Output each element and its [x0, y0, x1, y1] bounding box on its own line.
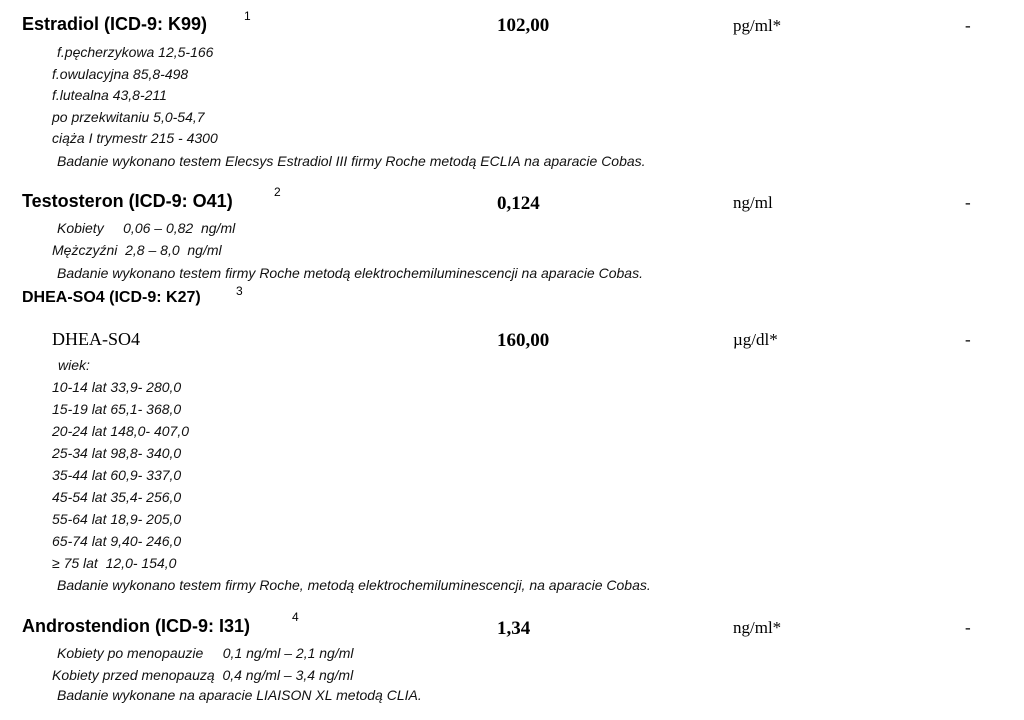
result-flag: - — [965, 16, 971, 35]
result-flag: - — [965, 330, 971, 349]
method-note: Badanie wykonano testem firmy Roche metodą elektrochemiluminescencji na aparacie Cobas. — [57, 265, 643, 281]
test-title: Androstendion (ICD-9: I31) — [22, 616, 250, 636]
result-unit: µg/dl* — [733, 330, 778, 349]
result-value: 160,00 — [497, 330, 550, 351]
reference-line: Kobiety 0,06 – 0,82 ng/ml — [57, 220, 236, 236]
reference-line: ciąża I trymestr 215 - 4300 — [52, 130, 218, 146]
reference-line: 55-64 lat 18,9- 205,0 — [52, 511, 182, 527]
footnote-marker: 3 — [236, 284, 243, 298]
reference-line: f.lutealna 43,8-211 — [52, 87, 167, 103]
result-value: 0,124 — [497, 193, 540, 214]
reference-line: 65-74 lat 9,40- 246,0 — [52, 533, 182, 549]
footnote-marker: 2 — [274, 185, 281, 199]
reference-line: f.owulacyjna 85,8-498 — [52, 65, 189, 82]
reference-line: 45-54 lat 35,4- 256,0 — [52, 489, 182, 505]
reference-line: 20-24 lat 148,0- 407,0 — [52, 423, 189, 439]
footnote-marker: 1 — [244, 9, 251, 23]
reference-line: wiek: — [58, 357, 90, 373]
result-unit: ng/ml* — [733, 618, 782, 637]
result-value: 102,00 — [497, 15, 550, 36]
result-flag: - — [965, 618, 971, 637]
footnote-marker: 4 — [292, 610, 299, 624]
method-note: Badanie wykonane na aparacie LIAISON XL metodą CLIA. — [57, 687, 422, 703]
result-value: 1,34 — [497, 618, 531, 639]
reference-line: po przekwitaniu 5,0-54,7 — [52, 108, 205, 125]
test-title: Testosteron (ICD-9: O41) — [22, 191, 233, 211]
reference-line: 15-19 lat 65,1- 368,0 — [52, 401, 182, 417]
reference-line: Mężczyźni 2,8 – 8,0 ng/ml — [52, 242, 222, 258]
sub-test-name: DHEA-SO4 — [52, 329, 140, 349]
test-title: DHEA-SO4 (ICD-9: K27) — [22, 289, 201, 306]
reference-line: 10-14 lat 33,9- 280,0 — [52, 379, 182, 395]
result-unit: ng/ml — [733, 193, 773, 212]
reference-line: 35-44 lat 60,9- 337,0 — [52, 467, 182, 483]
reference-line: ≥ 75 lat 12,0- 154,0 — [52, 555, 177, 571]
result-unit: pg/ml* — [733, 16, 782, 35]
test-title: Estradiol (ICD-9: K99) — [22, 14, 208, 34]
method-note: Badanie wykonano testem firmy Roche, metodą elektrochemiluminescencji, na aparacie Cobas. — [57, 577, 651, 593]
reference-line: Kobiety przed menopauzą 0,4 ng/ml – 3,4 ng/ml — [52, 667, 354, 683]
result-flag: - — [965, 193, 971, 212]
reference-line: Kobiety po menopauzie 0,1 ng/ml – 2,1 ng/ml — [57, 645, 354, 661]
method-note: Badanie wykonano testem Elecsys Estradiol III firmy Roche metodą ECLIA na aparacie Cobas. — [57, 153, 646, 169]
reference-line: f.pęcherzykowa 12,5-166 — [57, 44, 214, 60]
reference-line: 25-34 lat 98,8- 340,0 — [52, 445, 182, 461]
